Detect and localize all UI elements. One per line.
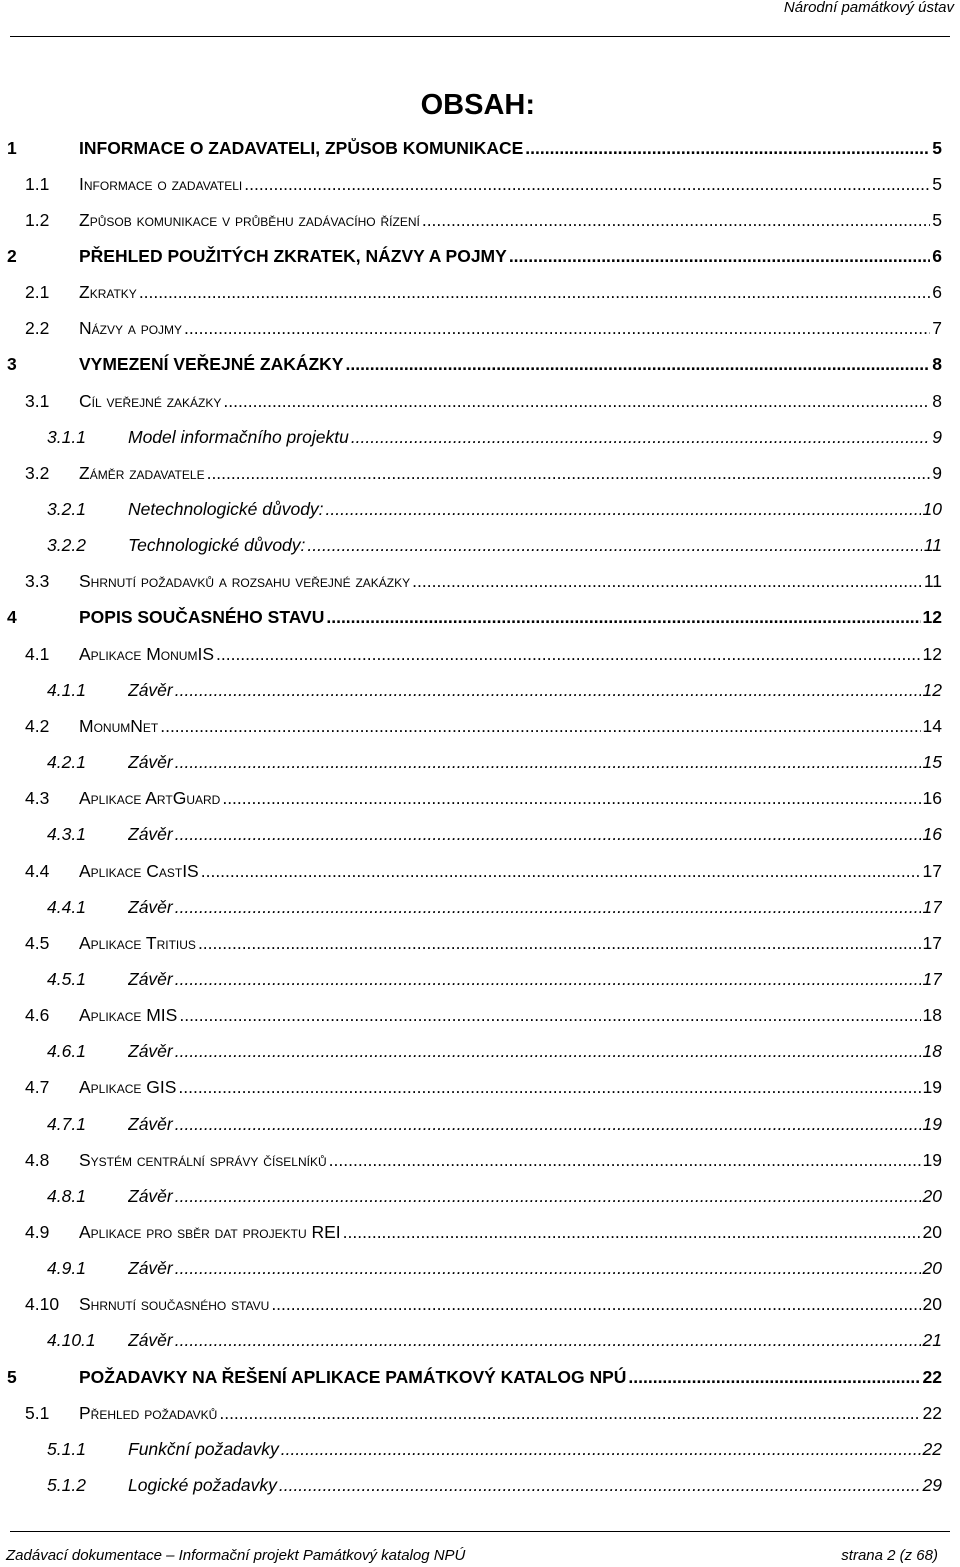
toc-entry-page: 15	[922, 752, 942, 773]
toc-entry[interactable]	[0, 998, 960, 1034]
toc-entry-number: 1.2	[25, 209, 50, 230]
toc-entry-number: 4	[7, 607, 17, 628]
toc-entry-number: 4.10	[25, 1294, 60, 1315]
toc-dot-leader	[351, 427, 930, 448]
toc-entry-title: VYMEZENÍ VEŘEJNÉ ZAKÁZKY	[79, 354, 344, 375]
toc-entry[interactable]	[0, 1106, 960, 1142]
toc-entry-number: 3.2.1	[47, 499, 86, 519]
toc-dot-leader	[281, 1439, 921, 1460]
toc-entry-title: INFORMACE O ZADAVATELI, ZPŮSOB KOMUNIKACE	[79, 137, 524, 158]
toc-entry[interactable]	[0, 817, 960, 853]
toc-dot-leader	[207, 463, 931, 484]
toc-entry[interactable]	[0, 455, 960, 491]
toc-dot-leader	[279, 1475, 921, 1496]
toc-dot-leader	[219, 1403, 920, 1424]
toc-entry-page: 10	[922, 499, 942, 519]
toc-entry-number: 3.2.2	[47, 535, 86, 556]
toc-entry-number: 3	[7, 354, 17, 375]
toc-entry[interactable]	[0, 1178, 960, 1214]
toc-entry-title: Shrnutí požadavků a rozsahu veřejné zakázky	[79, 571, 411, 592]
toc-entry[interactable]	[0, 492, 960, 528]
toc-entry-page: 21	[922, 1330, 942, 1351]
toc-entry-number: 2	[7, 245, 17, 266]
toc-entry-title: Informace o zadavateli	[79, 173, 243, 194]
toc-dot-leader	[198, 933, 921, 954]
toc-entry-number: 3.1.1	[47, 426, 86, 447]
toc-entry-number: 5.1	[25, 1402, 50, 1423]
toc-entry[interactable]	[0, 745, 960, 781]
toc-entry[interactable]	[0, 1395, 960, 1431]
toc-entry-title: Způsob komunikace v průběhu zadávacího řízení	[79, 209, 420, 230]
toc-entry[interactable]	[0, 130, 960, 166]
toc-entry-number: 2.1	[25, 282, 50, 303]
toc-dot-leader	[178, 1077, 920, 1098]
toc-entry-number: 4.9.1	[47, 1258, 86, 1279]
toc-dot-leader	[422, 210, 930, 231]
toc-dot-leader	[271, 1294, 920, 1315]
toc-entry[interactable]	[0, 672, 960, 708]
toc-entry[interactable]	[0, 238, 960, 274]
toc-entry-title: Závěr	[128, 1185, 173, 1206]
toc-entry[interactable]	[0, 166, 960, 202]
footer-page-number: strana 2 (z 68)	[841, 1547, 938, 1564]
toc-dot-leader	[201, 861, 921, 882]
toc-dot-leader	[175, 752, 921, 773]
toc-entry-number: 4.9	[25, 1222, 50, 1242]
toc-entry-page: 11	[923, 535, 942, 556]
toc-entry-title: Funkční požadavky	[128, 1438, 279, 1459]
toc-dot-leader	[175, 1186, 921, 1207]
toc-dot-leader	[139, 282, 930, 303]
toc-dot-leader	[175, 1114, 921, 1135]
toc-dot-leader	[222, 788, 920, 809]
toc-entry-page: 18	[922, 1041, 942, 1062]
header-organization: Národní památkový ústav	[783, 0, 954, 16]
toc-entry[interactable]	[0, 961, 960, 997]
toc-entry-number: 4.1	[25, 643, 50, 664]
toc-entry-page: 11	[923, 571, 942, 592]
toc-entry-number: 2.2	[25, 318, 50, 339]
footer-divider	[10, 1531, 950, 1532]
toc-dot-leader	[175, 897, 921, 918]
toc-entry-page: 20	[922, 1294, 942, 1315]
toc-entry-title: Závěr	[128, 679, 173, 700]
toc-entry-number: 4.7.1	[47, 1113, 86, 1134]
toc-entry-page: 20	[922, 1185, 942, 1206]
toc-entry-title: Závěr	[128, 1258, 173, 1279]
toc-entry-title: Závěr	[128, 824, 173, 845]
toc-entry[interactable]	[0, 1468, 960, 1504]
toc-entry-page: 20	[922, 1258, 942, 1279]
toc-entry-page: 5	[932, 173, 942, 194]
toc-entry-page: 29	[922, 1475, 942, 1496]
toc-entry-number: 5.1.2	[47, 1475, 86, 1496]
toc-entry[interactable]	[0, 1251, 960, 1287]
toc-entry-page: 22	[922, 1402, 942, 1423]
toc-dot-leader	[509, 246, 930, 267]
toc-dot-leader	[160, 716, 920, 737]
toc-entry[interactable]	[0, 419, 960, 455]
toc-dot-leader	[175, 824, 921, 845]
toc-entry-page: 19	[922, 1077, 942, 1098]
toc-entry-page: 7	[932, 318, 942, 339]
toc-entry-number: 4.3	[25, 788, 50, 809]
toc-dot-leader	[175, 1258, 921, 1279]
toc-entry-title: Přehled požadavků	[79, 1402, 218, 1423]
toc-entry[interactable]	[0, 1215, 960, 1251]
toc-dot-leader	[244, 174, 930, 195]
toc-dot-leader	[343, 1222, 921, 1243]
toc-entry[interactable]	[0, 781, 960, 817]
toc-entry-number: 5.1.1	[47, 1438, 86, 1459]
toc-entry[interactable]	[0, 925, 960, 961]
toc-dot-leader	[525, 138, 930, 159]
toc-entry-number: 4.2.1	[47, 752, 86, 773]
toc-entry-number: 1.1	[25, 173, 50, 194]
toc-entry-page: 8	[932, 390, 942, 411]
toc-entry-number: 3.1	[25, 390, 50, 411]
toc-dot-leader	[179, 1005, 920, 1026]
toc-dot-leader	[175, 1041, 921, 1062]
toc-entry-page: 18	[922, 1005, 942, 1026]
toc-entry[interactable]	[0, 1323, 960, 1359]
toc-entry[interactable]	[0, 708, 960, 744]
toc-entry[interactable]	[0, 564, 960, 600]
toc-entry-number: 1	[7, 137, 17, 158]
toc-entry-number: 4.2	[25, 715, 50, 736]
toc-entry[interactable]	[0, 202, 960, 238]
toc-entry-page: 8	[932, 354, 942, 375]
toc-entry-number: 4.8	[25, 1149, 50, 1170]
toc-entry-page: 5	[932, 209, 942, 230]
toc-dot-leader	[184, 318, 930, 339]
toc-dot-leader	[175, 969, 921, 990]
toc-entry-number: 4.5.1	[47, 968, 86, 989]
toc-entry-title: Záměr zadavatele	[79, 462, 205, 483]
toc-entry-number: 4.6	[25, 1005, 50, 1026]
toc-entry[interactable]	[0, 311, 960, 347]
header-divider	[10, 36, 950, 37]
toc-entry-title: Názvy a pojmy	[79, 318, 183, 339]
toc-entry-title: Technologické důvody:	[128, 535, 306, 556]
toc-entry-title: POŽADAVKY NA ŘEŠENÍ APLIKACE PAMÁTKOVÝ KATALOG NPÚ	[79, 1366, 627, 1387]
toc-entry-number: 3.2	[25, 462, 50, 483]
toc-dot-leader	[345, 354, 930, 375]
toc-entry-page: 6	[932, 282, 942, 303]
toc-entry-title: Závěr	[128, 968, 173, 989]
toc-entry-number: 4.1.1	[47, 679, 86, 700]
toc-entry-title: PŘEHLED POUŽITÝCH ZKRATEK, NÁZVY A POJMY	[79, 245, 507, 266]
toc-entry-page: 16	[922, 824, 942, 845]
toc-dot-leader	[175, 680, 921, 701]
toc-entry-page: 9	[932, 462, 942, 483]
toc-entry-number: 4.3.1	[47, 824, 86, 845]
toc-entry[interactable]	[0, 347, 960, 383]
toc-entry-number: 4.6.1	[47, 1041, 86, 1062]
toc-dot-leader	[175, 1330, 921, 1351]
toc-entry[interactable]	[0, 275, 960, 311]
toc-dot-leader	[326, 499, 921, 520]
toc-entry-title: Aplikace Tritius	[79, 932, 196, 953]
toc-entry-page: 12	[922, 643, 942, 664]
toc-entry-page: 16	[922, 788, 942, 809]
toc-entry[interactable]	[0, 1034, 960, 1070]
toc-entry-title: Aplikace MIS	[79, 1005, 178, 1026]
toc-entry[interactable]	[0, 528, 960, 564]
toc-entry[interactable]	[0, 1142, 960, 1178]
toc-entry[interactable]	[0, 1070, 960, 1106]
toc-entry-title: Aplikace MonumIS	[79, 643, 214, 664]
toc-entry[interactable]	[0, 600, 960, 636]
page-title: OBSAH:	[420, 89, 535, 121]
toc-entry-number: 4.5	[25, 932, 50, 953]
toc-entry[interactable]	[0, 636, 960, 672]
toc-dot-leader	[412, 571, 922, 592]
toc-entry-title: Aplikace ArtGuard	[79, 788, 221, 809]
toc-entry-page: 12	[922, 607, 942, 628]
toc-entry-title: Netechnologické důvody:	[128, 499, 324, 519]
toc-entry-page: 5	[932, 137, 942, 158]
toc-entry-number: 5	[7, 1366, 17, 1387]
toc-entry[interactable]	[0, 853, 960, 889]
toc-entry-number: 4.8.1	[47, 1185, 86, 1206]
toc-entry-number: 4.10.1	[47, 1330, 96, 1351]
toc-dot-leader	[223, 391, 930, 412]
toc-entry-page: 14	[922, 715, 942, 736]
footer-document-title: Zadávací dokumentace – Informační projekt Památkový katalog NPÚ	[6, 1547, 466, 1564]
toc-entry-title: Závěr	[128, 1113, 173, 1134]
toc-dot-leader	[307, 535, 921, 556]
toc-dot-leader	[326, 607, 920, 628]
toc-entry[interactable]	[0, 383, 960, 419]
toc-entry-title: Cíl veřejné zakázky	[79, 390, 222, 411]
toc-dot-leader	[628, 1367, 920, 1388]
toc-entry-page: 20	[922, 1222, 942, 1242]
toc-entry-page: 19	[922, 1113, 942, 1134]
toc-entry[interactable]	[0, 1431, 960, 1467]
toc-entry-page: 6	[932, 245, 942, 266]
toc-entry-page: 19	[922, 1149, 942, 1170]
toc-entry-title: Systém centrální správy číselníků	[79, 1149, 327, 1170]
toc-entry-title: Závěr	[128, 1041, 173, 1062]
toc-entry-page: 17	[922, 932, 942, 953]
toc-entry-title: Závěr	[128, 752, 173, 773]
toc-entry-page: 12	[922, 679, 942, 700]
toc-entry-title: Shrnutí současného stavu	[79, 1294, 270, 1315]
toc-entry-number: 3.3	[25, 571, 50, 592]
toc-entry-title: Zkratky	[79, 282, 137, 303]
toc-dot-leader	[329, 1150, 921, 1171]
toc-entry-number: 4.4	[25, 860, 50, 881]
toc-entry-page: 17	[922, 968, 942, 989]
toc-entry-page: 9	[932, 426, 942, 447]
toc-entry-page: 17	[922, 896, 942, 917]
toc-entry-title: Logické požadavky	[128, 1475, 277, 1496]
toc-entry-title: Závěr	[128, 1330, 173, 1351]
toc-dot-leader	[216, 644, 921, 665]
toc-entry-page: 22	[922, 1438, 942, 1459]
toc-entry-title: Aplikace pro sběr dat projektu REI	[79, 1222, 341, 1242]
toc-entry-title: Aplikace CastIS	[79, 860, 199, 881]
toc-entry-title: Aplikace GIS	[79, 1077, 177, 1098]
toc-entry-number: 4.7	[25, 1077, 50, 1098]
toc-entry-number: 4.4.1	[47, 896, 86, 917]
toc-entry-page: 17	[922, 860, 942, 881]
toc-entry-title: POPIS SOUČASNÉHO STAVU	[79, 607, 325, 628]
toc-entry[interactable]	[0, 889, 960, 925]
toc-entry-title: Závěr	[128, 896, 173, 917]
toc-entry-title: MonumNet	[79, 715, 159, 736]
toc-entry[interactable]	[0, 1287, 960, 1323]
toc-entry-page: 22	[922, 1366, 942, 1387]
toc-entry[interactable]	[0, 1359, 960, 1395]
toc-entry-title: Model informačního projektu	[128, 426, 349, 447]
